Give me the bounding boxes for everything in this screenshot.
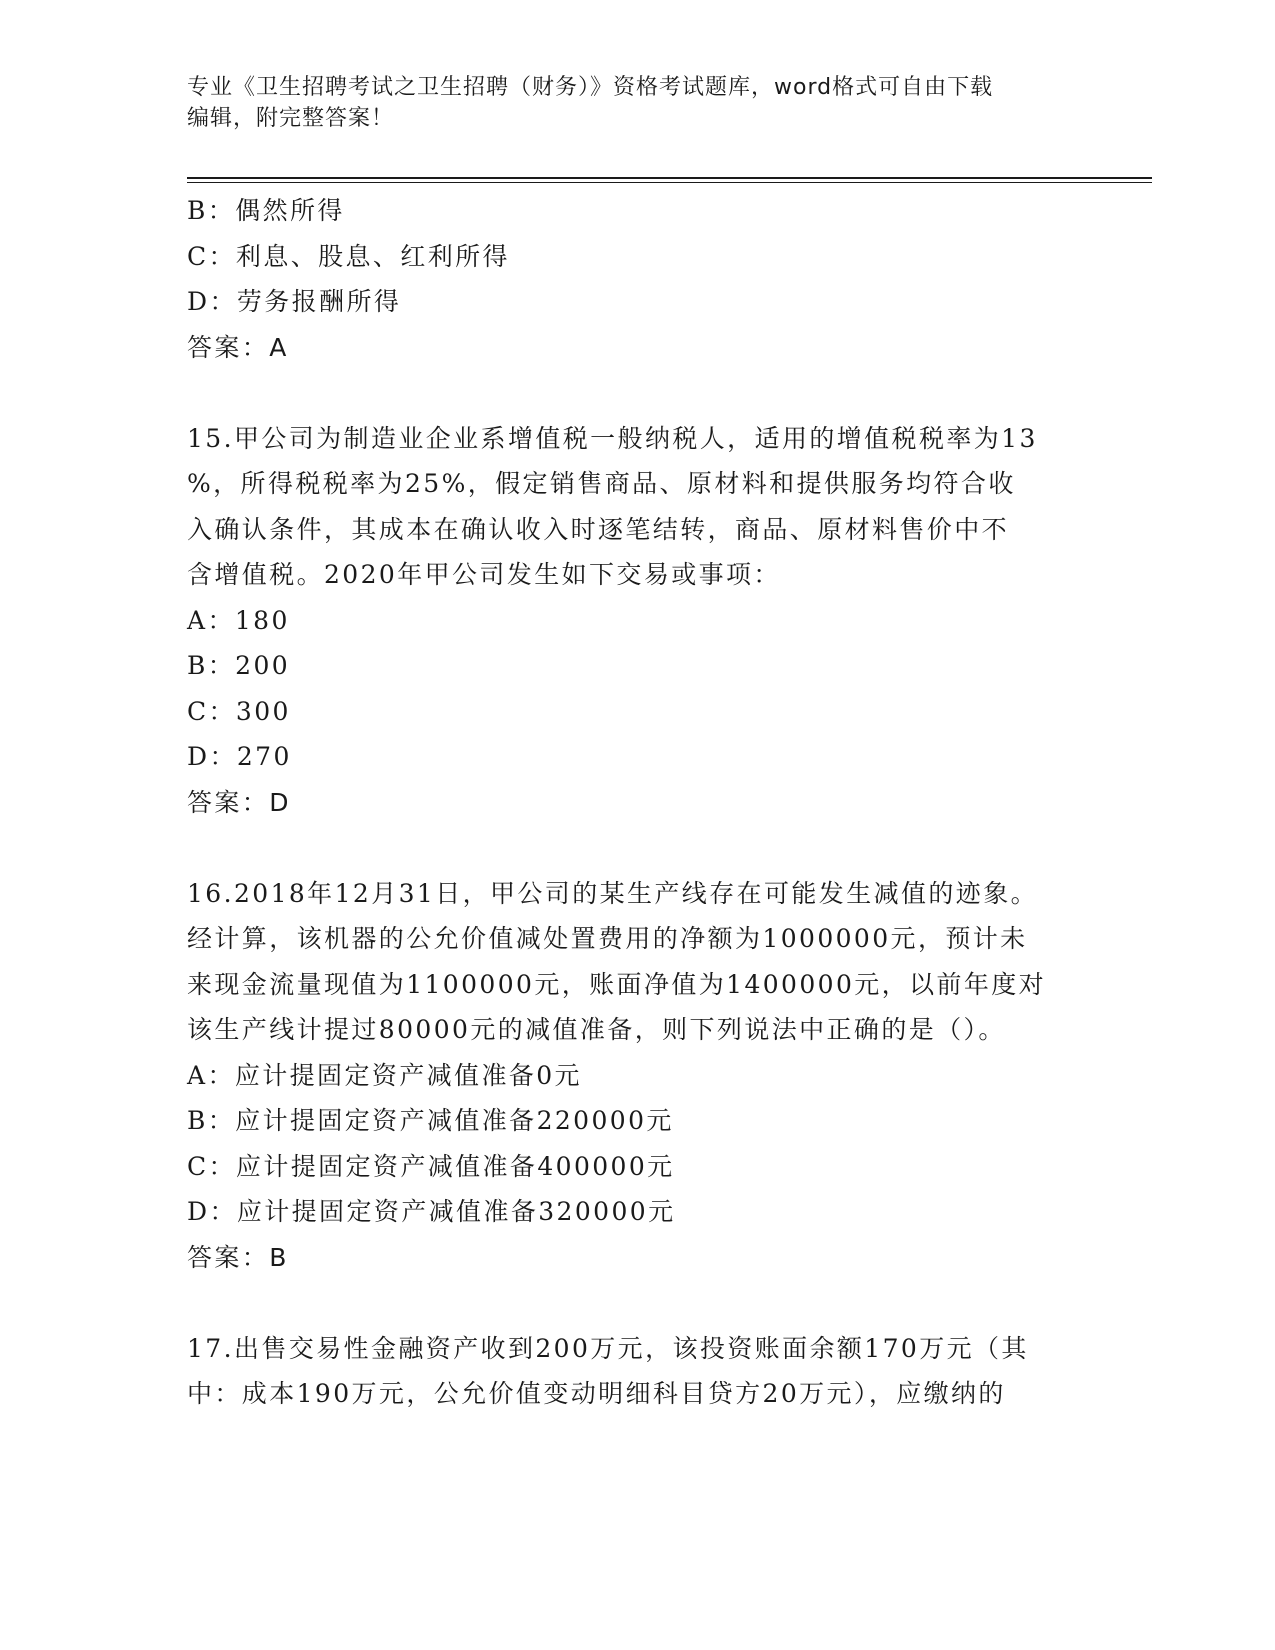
- option-a: A：应计提固定资产减值准备0元: [187, 1060, 582, 1090]
- question-text-line: 17.出售交易性金融资产收到200万元，该投资账面余额170万元（其: [187, 1333, 1029, 1363]
- header-rule-thick: [187, 177, 1152, 179]
- question-text-line: 中：成本190万元，公允价值变动明细科目贷方20万元），应缴纳的: [187, 1379, 1006, 1408]
- question-15: [187, 416, 1087, 826]
- page-header: [187, 72, 1087, 134]
- option-c: C：应计提固定资产减值准备400000元: [187, 1151, 675, 1181]
- header-rule-thin: [187, 182, 1152, 183]
- question-text-line: 15.甲公司为制造业企业系增值税一般纳税人，适用的增值税税率为13: [187, 423, 1038, 453]
- answer: 答案：B: [187, 1242, 289, 1272]
- question-text-line: 经计算，该机器的公允价值减处置费用的净额为1000000元，预计未: [187, 924, 1028, 953]
- question-text-line: 含增值税。2020年甲公司发生如下交易或事项：: [187, 560, 781, 589]
- document-body: [187, 188, 1087, 1417]
- question-text-line: 来现金流量现值为1100000元，账面净值为1400000元，以前年度对: [187, 969, 1047, 999]
- option-b: B：偶然所得: [187, 196, 345, 225]
- option-b: B：200: [187, 651, 291, 680]
- question-text-line: 入确认条件，其成本在确认收入时逐笔结转，商品、原材料售价中不: [187, 514, 1010, 544]
- question-text-line: 16.2018年12月31日，甲公司的某生产线存在可能发生减值的迹象。: [187, 878, 1039, 908]
- option-c: C：利息、股息、红利所得: [187, 241, 510, 271]
- spacer: [187, 825, 1087, 871]
- option-c: C：300: [187, 696, 291, 726]
- option-d: D：270: [187, 742, 292, 771]
- option-d: D：劳务报酬所得: [187, 287, 402, 316]
- question-text-line: 该生产线计提过80000元的减值准备，则下列说法中正确的是（）。: [187, 1015, 1006, 1044]
- spacer: [187, 1280, 1087, 1326]
- option-a: A：180: [187, 605, 290, 635]
- option-d: D：应计提固定资产减值准备320000元: [187, 1197, 676, 1226]
- header-line-1: 专业《卫生招聘考试之卫生招聘（财务）》资格考试题库，word格式可自由下载: [187, 75, 994, 100]
- answer: 答案：D: [187, 787, 291, 817]
- option-b: B：应计提固定资产减值准备220000元: [187, 1106, 674, 1135]
- answer: 答案：A: [187, 332, 289, 362]
- question-14-fragment: [187, 188, 1087, 370]
- spacer: [187, 370, 1087, 416]
- question-17: [187, 1326, 1087, 1417]
- header-line-2: 编辑，附完整答案！: [187, 106, 395, 131]
- question-16: [187, 871, 1087, 1281]
- question-text-line: %，所得税税率为25%，假定销售商品、原材料和提供服务均符合收: [187, 469, 1016, 498]
